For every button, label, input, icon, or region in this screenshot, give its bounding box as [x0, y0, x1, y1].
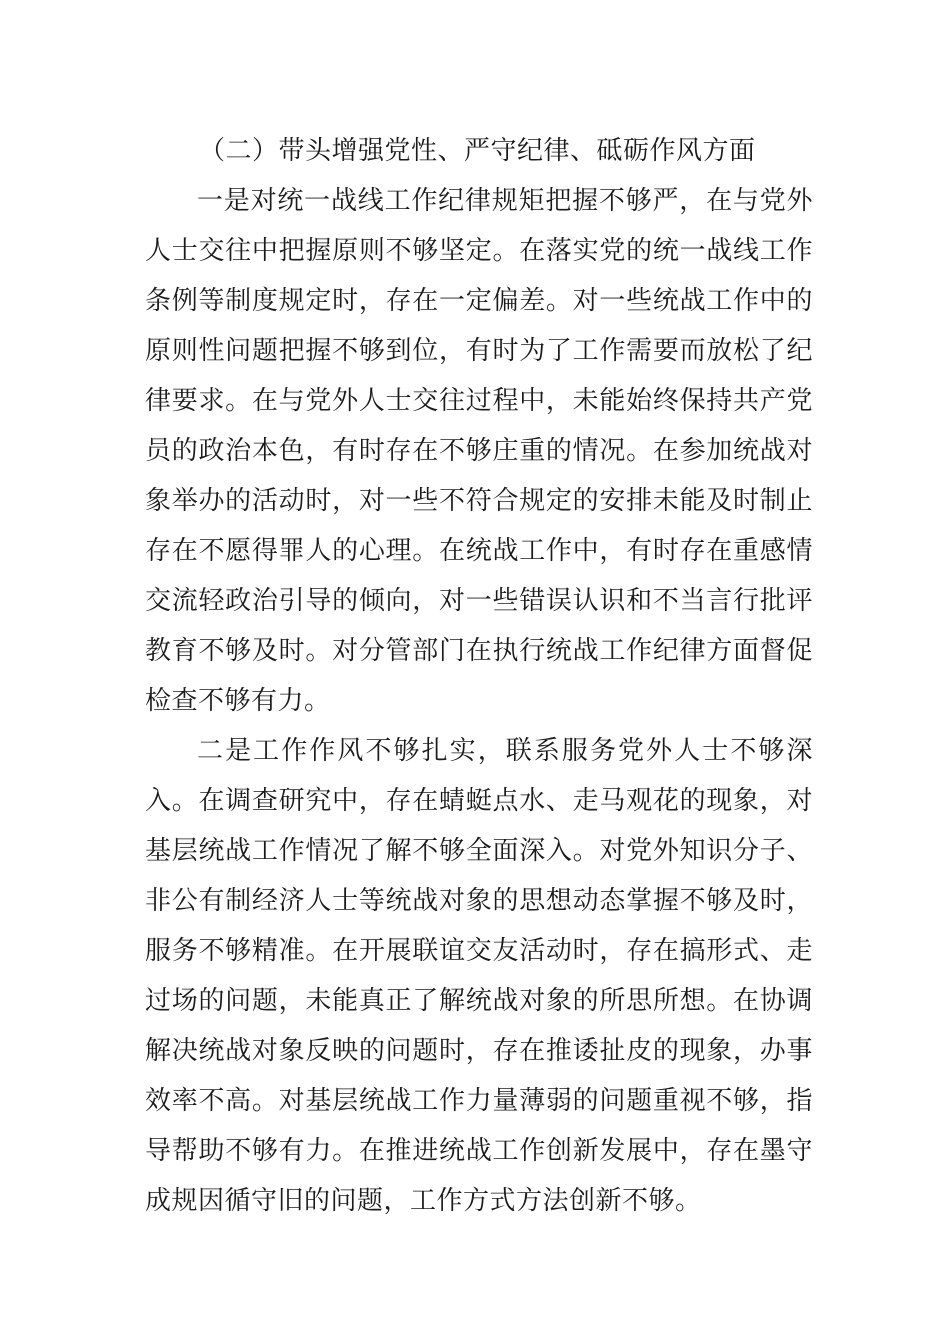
paragraph-2: 二是工作作风不够扎实，联系服务党外人士不够深入。在调查研究中，存在蜻蜓点水、走马观花的现象，对基层统战工作情况了解不够全面深入。对党外知识分子、非公有制经济人士等统战对象的思想动态掌握不够及时，服务不够精准。在开展联谊交友活动时，存在搞形式、走过场的问题，未能真正了解统战对象的所思所想。在协调解决统战对象反映的问题时，存在推诿扯皮的现象，办事效率不高。对基层统战工作力量薄弱的问题重视不够，指导帮助不够有力。在推进统战工作创新发展中，存在墨守成规因循守旧的问题，工作方式方法创新不够。 [145, 736, 813, 1216]
section-heading: （二）带头增强党性、严守纪律、砥砺作风方面 [199, 136, 756, 166]
paragraph-1: 一是对统一战线工作纪律规矩把握不够严，在与党外人士交往中把握原则不够坚定。在落实党的统一战线工作条例等制度规定时，存在一定偏差。对一些统战工作中的原则性问题把握不够到位，有时为了工作需要而放松了纪律要求。在与党外人士交往过程中，未能始终保持共产党员的政治本色，有时存在不够庄重的情况。在参加统战对象举办的活动时，对一些不符合规定的安排未能及时制止存在不愿得罪人的心理。在统战工作中，有时存在重感情交流轻政治引导的倾向，对一些错误认识和不当言行批评教育不够及时。对分管部门在执行统战工作纪律方面督促检查不够有力。 [145, 186, 813, 716]
document-body [145, 126, 813, 1226]
